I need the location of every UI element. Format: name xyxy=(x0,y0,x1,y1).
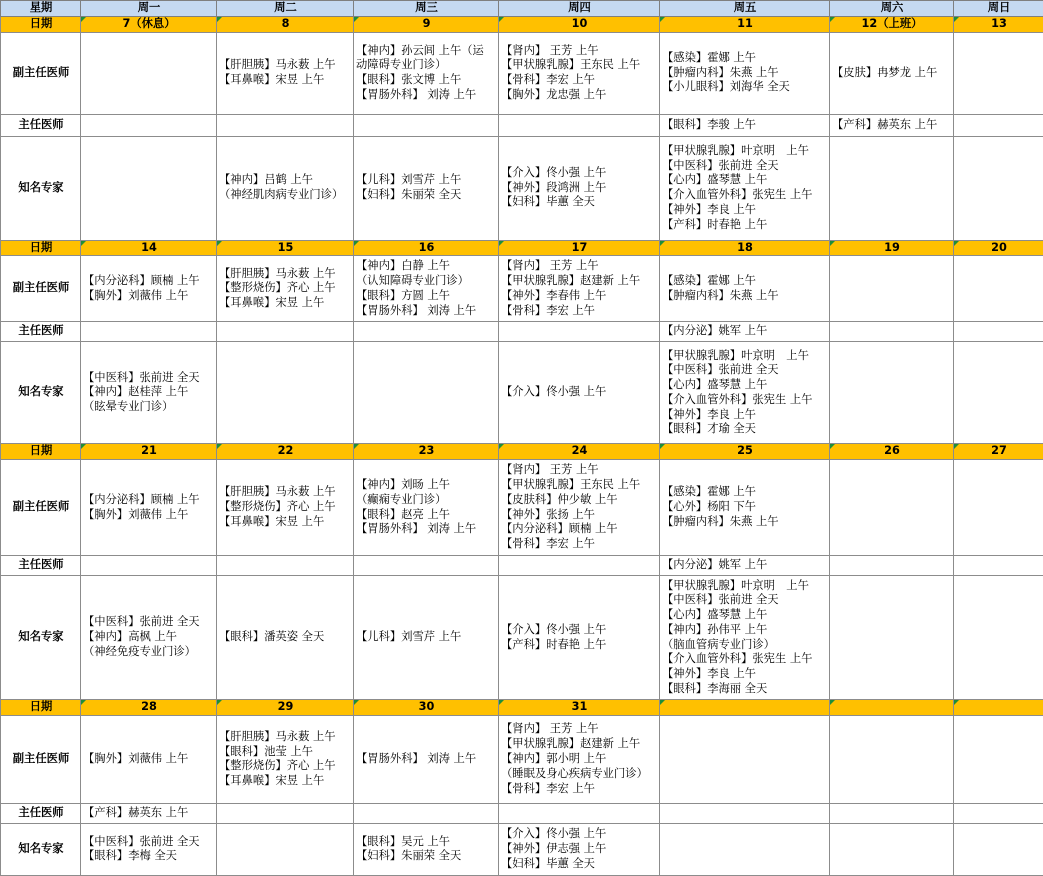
schedule-cell xyxy=(660,32,830,114)
schedule-cell xyxy=(830,342,954,444)
clinic-entry: 【胃肠外科】 刘涛 上午 xyxy=(356,522,497,537)
clinic-entry: （神经肌肉病专业门诊） xyxy=(219,188,352,203)
clinic-entry: 【肝胆胰】马永薮 上午 xyxy=(219,58,352,73)
schedule-cell xyxy=(830,32,954,114)
date-cell: 25 xyxy=(660,444,830,460)
date-cell: 24 xyxy=(499,444,660,460)
clinic-entry: 【神内】孙伟平 上午 xyxy=(662,623,828,638)
clinic-entry: 【感染】霍娜 上午 xyxy=(662,51,828,66)
schedule-cell xyxy=(954,322,1043,342)
weekday-header-row xyxy=(1,1,1043,17)
schedule-cell xyxy=(660,803,830,823)
clinic-entry: 【中医科】张前进 全天 xyxy=(83,835,215,850)
date-cell: 13 xyxy=(954,16,1043,32)
date-row-label: 日期 xyxy=(1,444,81,460)
clinic-entry: 【胸外】刘薇伟 上午 xyxy=(83,752,215,767)
date-cell: 26 xyxy=(830,444,954,460)
clinic-entry: 【骨科】李宏 上午 xyxy=(501,304,658,319)
associate-physician-row xyxy=(1,32,1043,114)
chief-physician-row xyxy=(1,322,1043,342)
date-cell: 12（上班） xyxy=(830,16,954,32)
clinic-entry: （脑血管病专业门诊） xyxy=(662,638,828,653)
clinic-entry: 【心内】盛琴慧 上午 xyxy=(662,378,828,393)
schedule-cell xyxy=(354,322,499,342)
schedule-cell xyxy=(354,823,499,875)
clinic-entry: 【皮肤科】仲少敏 上午 xyxy=(501,493,658,508)
clinic-entry: 【神内】孙云闾 上午（运 xyxy=(356,44,497,59)
schedule-cell xyxy=(217,342,354,444)
schedule-cell xyxy=(954,460,1043,556)
weekday-header-cell: 周五 xyxy=(660,1,830,17)
date-row xyxy=(1,700,1043,716)
chief-physician-row xyxy=(1,803,1043,823)
clinic-entry: 【肝胆胰】马永薮 上午 xyxy=(219,267,352,282)
schedule-cell xyxy=(660,322,830,342)
date-row-label: 日期 xyxy=(1,700,81,716)
clinic-entry: 【介入血管外科】张宪生 上午 xyxy=(662,188,828,203)
clinic-entry: （眩晕专业门诊） xyxy=(83,400,215,415)
clinic-entry: 【小儿眼科】刘海华 全天 xyxy=(662,80,828,95)
clinic-entry: 【胃肠外科】 刘涛 上午 xyxy=(356,88,497,103)
clinic-entry: 【眼科】张文博 上午 xyxy=(356,73,497,88)
date-row xyxy=(1,444,1043,460)
clinic-entry: 【介入】佟小强 上午 xyxy=(501,385,658,400)
schedule-cell xyxy=(354,576,499,700)
clinic-entry: （认知障碍专业门诊） xyxy=(356,274,497,289)
clinic-entry: 【产科】时春艳 上午 xyxy=(662,218,828,233)
schedule-cell xyxy=(830,556,954,576)
associate-row-label: 副主任医师 xyxy=(1,256,81,322)
clinic-entry: 【眼科】李梅 全天 xyxy=(83,849,215,864)
schedule-cell xyxy=(499,460,660,556)
schedule-cell xyxy=(81,556,217,576)
schedule-cell xyxy=(499,136,660,240)
clinic-entry: 【整形烧伤】齐心 上午 xyxy=(219,759,352,774)
schedule-cell xyxy=(217,460,354,556)
schedule-cell xyxy=(830,114,954,136)
clinic-entry: 【内分泌科】顾楠 上午 xyxy=(83,274,215,289)
date-cell: 16 xyxy=(354,240,499,256)
clinic-entry: 【神内】高枫 上午 xyxy=(83,630,215,645)
schedule-cell xyxy=(499,715,660,803)
schedule-cell xyxy=(217,114,354,136)
schedule-cell xyxy=(660,342,830,444)
schedule-cell xyxy=(217,715,354,803)
chief-row-label: 主任医师 xyxy=(1,322,81,342)
schedule-cell xyxy=(354,342,499,444)
schedule-cell xyxy=(954,256,1043,322)
schedule-cell xyxy=(954,136,1043,240)
clinic-entry: 【神外】伊志强 上午 xyxy=(501,842,658,857)
expert-row-label: 知名专家 xyxy=(1,136,81,240)
clinic-entry: 【肝胆胰】马永薮 上午 xyxy=(219,485,352,500)
clinic-entry: 【神内】吕鹤 上午 xyxy=(219,173,352,188)
weekday-corner-label: 星期 xyxy=(1,1,81,17)
schedule-cell xyxy=(217,136,354,240)
schedule-cell xyxy=(217,256,354,322)
schedule-cell xyxy=(954,576,1043,700)
expert-row-label: 知名专家 xyxy=(1,823,81,875)
schedule-cell xyxy=(354,114,499,136)
clinic-entry: 【妇科】朱丽荣 全天 xyxy=(356,849,497,864)
associate-row-label: 副主任医师 xyxy=(1,460,81,556)
clinic-entry: 【儿科】刘雪芹 上午 xyxy=(356,630,497,645)
clinic-entry: 【眼科】李骏 上午 xyxy=(662,118,828,133)
date-cell: 18 xyxy=(660,240,830,256)
date-cell: 23 xyxy=(354,444,499,460)
associate-row-label: 副主任医师 xyxy=(1,32,81,114)
clinic-entry: 【产科】时春艳 上午 xyxy=(501,638,658,653)
date-cell: 11 xyxy=(660,16,830,32)
clinic-entry: 【中医科】张前进 全天 xyxy=(83,615,215,630)
clinic-entry: 【中医科】张前进 全天 xyxy=(662,159,828,174)
schedule-cell xyxy=(354,136,499,240)
clinic-entry: 【神内】赵桂萍 上午 xyxy=(83,385,215,400)
weekday-header-cell: 周六 xyxy=(830,1,954,17)
schedule-cell xyxy=(81,32,217,114)
clinic-entry: 【感染】霍娜 上午 xyxy=(662,274,828,289)
clinic-entry: 【内分泌科】顾楠 上午 xyxy=(83,493,215,508)
schedule-cell xyxy=(954,556,1043,576)
schedule-cell xyxy=(81,576,217,700)
schedule-cell xyxy=(81,803,217,823)
date-cell: 10 xyxy=(499,16,660,32)
schedule-cell xyxy=(81,823,217,875)
schedule-cell xyxy=(81,460,217,556)
date-cell: 21 xyxy=(81,444,217,460)
clinic-entry: 【胃肠外科】 刘涛 上午 xyxy=(356,752,497,767)
renowned-expert-row xyxy=(1,136,1043,240)
clinic-entry: 【整形烧伤】齐心 上午 xyxy=(219,500,352,515)
clinic-entry: 【肿瘤内科】朱燕 上午 xyxy=(662,66,828,81)
clinic-entry: 【介入】佟小强 上午 xyxy=(501,623,658,638)
weekday-header-cell: 周四 xyxy=(499,1,660,17)
clinic-entry: 【耳鼻喉】宋昱 上午 xyxy=(219,296,352,311)
date-cell xyxy=(660,700,830,716)
date-cell: 20 xyxy=(954,240,1043,256)
schedule-cell xyxy=(217,823,354,875)
clinic-entry: 【神内】刘旸 上午 xyxy=(356,478,497,493)
clinic-entry: 【甲状腺乳腺】王东民 上午 xyxy=(501,58,658,73)
schedule-cell xyxy=(954,114,1043,136)
schedule-cell xyxy=(830,576,954,700)
schedule-cell xyxy=(217,32,354,114)
date-cell: 31 xyxy=(499,700,660,716)
clinic-entry: 【眼科】方圆 上午 xyxy=(356,289,497,304)
clinic-entry: 【眼科】吴元 上午 xyxy=(356,835,497,850)
schedule-cell xyxy=(660,114,830,136)
clinic-entry: 【肾内】 王芳 上午 xyxy=(501,44,658,59)
date-row-label: 日期 xyxy=(1,16,81,32)
clinic-entry: 【妇科】朱丽荣 全天 xyxy=(356,188,497,203)
schedule-cell xyxy=(217,803,354,823)
schedule-cell xyxy=(660,715,830,803)
schedule-cell xyxy=(499,32,660,114)
date-cell: 29 xyxy=(217,700,354,716)
associate-physician-row xyxy=(1,715,1043,803)
weekday-header-cell: 周日 xyxy=(954,1,1043,17)
schedule-cell xyxy=(499,322,660,342)
schedule-cell xyxy=(499,576,660,700)
date-cell: 8 xyxy=(217,16,354,32)
date-cell: 7（休息） xyxy=(81,16,217,32)
weekday-header-cell: 周一 xyxy=(81,1,217,17)
schedule-cell xyxy=(660,556,830,576)
clinic-entry: （睡眠及身心疾病专业门诊） xyxy=(501,767,658,782)
chief-row-label: 主任医师 xyxy=(1,556,81,576)
schedule-cell xyxy=(954,32,1043,114)
date-cell: 27 xyxy=(954,444,1043,460)
clinic-entry: 【胸外】刘薇伟 上午 xyxy=(83,508,215,523)
clinic-entry: 【骨科】李宏 上午 xyxy=(501,782,658,797)
clinic-entry: 【眼科】才瑜 全天 xyxy=(662,422,828,437)
clinic-entry: 【眼科】池莹 上午 xyxy=(219,745,352,760)
schedule-cell xyxy=(81,715,217,803)
clinic-entry: 【神外】李春伟 上午 xyxy=(501,289,658,304)
clinic-entry: （癫痫专业门诊） xyxy=(356,493,497,508)
clinic-entry: 【骨科】李宏 上午 xyxy=(501,537,658,552)
clinic-entry: 【皮肤】冉梦龙 上午 xyxy=(832,66,952,81)
clinic-entry: 【神外】张扬 上午 xyxy=(501,508,658,523)
clinic-entry: 【甲状腺乳腺】叶京明 上午 xyxy=(662,579,828,594)
expert-row-label: 知名专家 xyxy=(1,342,81,444)
schedule-cell xyxy=(499,803,660,823)
clinic-entry: 【肝胆胰】马永薮 上午 xyxy=(219,730,352,745)
renowned-expert-row xyxy=(1,823,1043,875)
clinic-entry: 【甲状腺乳腺】赵建新 上午 xyxy=(501,737,658,752)
clinic-entry: 动障碍专业门诊） xyxy=(356,58,497,73)
clinic-entry: 【胸外】龙忠强 上午 xyxy=(501,88,658,103)
clinic-entry: 【妇科】毕蕙 全天 xyxy=(501,195,658,210)
schedule-cell xyxy=(830,322,954,342)
date-cell xyxy=(830,700,954,716)
clinic-entry: 【心内】盛琴慧 上午 xyxy=(662,173,828,188)
clinic-entry: 【介入】佟小强 上午 xyxy=(501,827,658,842)
schedule-cell xyxy=(954,715,1043,803)
clinic-entry: 【骨科】李宏 上午 xyxy=(501,73,658,88)
schedule-cell xyxy=(217,556,354,576)
schedule-cell xyxy=(354,256,499,322)
expert-row-label: 知名专家 xyxy=(1,576,81,700)
clinic-entry: 【耳鼻喉】宋昱 上午 xyxy=(219,73,352,88)
schedule-cell xyxy=(660,256,830,322)
clinic-entry: 【儿科】刘雪芹 上午 xyxy=(356,173,497,188)
clinic-entry: 【内分泌科】顾楠 上午 xyxy=(501,522,658,537)
date-cell: 28 xyxy=(81,700,217,716)
schedule-cell xyxy=(830,715,954,803)
clinic-entry: 【肾内】 王芳 上午 xyxy=(501,463,658,478)
clinic-entry: 【心内】盛琴慧 上午 xyxy=(662,608,828,623)
clinic-entry: 【神内】白静 上午 xyxy=(356,259,497,274)
schedule-cell xyxy=(81,342,217,444)
date-row xyxy=(1,240,1043,256)
clinic-entry: 【心外】杨阳 下午 xyxy=(662,500,828,515)
clinic-entry: 【神外】段鸿洲 上午 xyxy=(501,181,658,196)
schedule-cell xyxy=(660,136,830,240)
clinic-entry: 【内分泌】姚军 上午 xyxy=(662,558,828,573)
clinic-entry: 【耳鼻喉】宋昱 上午 xyxy=(219,515,352,530)
schedule-cell xyxy=(217,322,354,342)
schedule-cell xyxy=(499,114,660,136)
clinic-entry: 【神内】郭小明 上午 xyxy=(501,752,658,767)
clinic-entry: 【肾内】 王芳 上午 xyxy=(501,259,658,274)
schedule-cell xyxy=(954,342,1043,444)
clinic-entry: 【妇科】毕蕙 全天 xyxy=(501,857,658,872)
clinic-entry: 【中医科】张前进 全天 xyxy=(662,363,828,378)
clinic-entry: 【介入】佟小强 上午 xyxy=(501,166,658,181)
renowned-expert-row xyxy=(1,342,1043,444)
clinic-entry: 【耳鼻喉】宋昱 上午 xyxy=(219,774,352,789)
schedule-cell xyxy=(81,114,217,136)
date-cell: 14 xyxy=(81,240,217,256)
clinic-entry: 【产科】赫英东 上午 xyxy=(832,118,952,133)
schedule-cell xyxy=(830,256,954,322)
schedule-cell xyxy=(81,322,217,342)
schedule-cell xyxy=(830,823,954,875)
date-cell: 9 xyxy=(354,16,499,32)
schedule-cell xyxy=(499,556,660,576)
clinic-entry: 【产科】赫英东 上午 xyxy=(83,806,215,821)
date-cell: 19 xyxy=(830,240,954,256)
clinic-entry: 【胸外】刘薇伟 上午 xyxy=(83,289,215,304)
weekday-header-cell: 周三 xyxy=(354,1,499,17)
schedule-cell xyxy=(830,460,954,556)
associate-row-label: 副主任医师 xyxy=(1,715,81,803)
schedule-cell xyxy=(499,823,660,875)
schedule-cell xyxy=(354,715,499,803)
clinic-entry: 【神外】李良 上午 xyxy=(662,203,828,218)
clinic-entry: 【感染】霍娜 上午 xyxy=(662,485,828,500)
clinic-entry: 【肿瘤内科】朱燕 上午 xyxy=(662,515,828,530)
schedule-cell xyxy=(660,823,830,875)
schedule-cell xyxy=(354,460,499,556)
clinic-entry: 【甲状腺乳腺】叶京明 上午 xyxy=(662,144,828,159)
schedule-cell xyxy=(954,823,1043,875)
schedule-cell xyxy=(830,136,954,240)
clinic-entry: 【肿瘤内科】朱燕 上午 xyxy=(662,289,828,304)
clinic-entry: 【神外】李良 上午 xyxy=(662,667,828,682)
schedule-cell xyxy=(499,342,660,444)
clinic-entry: 【神外】李良 上午 xyxy=(662,408,828,423)
clinic-entry: 【整形烧伤】齐心 上午 xyxy=(219,281,352,296)
clinic-entry: 【甲状腺乳腺】叶京明 上午 xyxy=(662,349,828,364)
clinic-entry: 【眼科】赵亮 上午 xyxy=(356,508,497,523)
clinic-entry: 【眼科】潘英姿 全天 xyxy=(219,630,352,645)
clinic-entry: 【甲状腺乳腺】赵建新 上午 xyxy=(501,274,658,289)
clinic-entry: 【介入血管外科】张宪生 上午 xyxy=(662,393,828,408)
schedule-cell xyxy=(954,803,1043,823)
clinic-entry: 【介入血管外科】张宪生 上午 xyxy=(662,652,828,667)
date-cell: 15 xyxy=(217,240,354,256)
date-cell xyxy=(954,700,1043,716)
clinic-entry: 【内分泌】姚军 上午 xyxy=(662,324,828,339)
clinic-entry: 【中医科】张前进 全天 xyxy=(662,593,828,608)
date-row xyxy=(1,16,1043,32)
date-cell: 30 xyxy=(354,700,499,716)
weekday-header-cell: 周二 xyxy=(217,1,354,17)
schedule-cell xyxy=(81,136,217,240)
chief-row-label: 主任医师 xyxy=(1,114,81,136)
associate-physician-row xyxy=(1,256,1043,322)
clinic-entry: 【眼科】李海丽 全天 xyxy=(662,682,828,697)
schedule-cell xyxy=(354,803,499,823)
schedule-cell xyxy=(499,256,660,322)
schedule-cell xyxy=(660,460,830,556)
clinic-entry: （神经免疫专业门诊） xyxy=(83,645,215,660)
date-row-label: 日期 xyxy=(1,240,81,256)
clinic-entry: 【肾内】 王芳 上午 xyxy=(501,722,658,737)
clinic-entry: 【胃肠外科】 刘涛 上午 xyxy=(356,304,497,319)
schedule-cell xyxy=(830,803,954,823)
schedule-cell xyxy=(217,576,354,700)
clinic-entry: 【中医科】张前进 全天 xyxy=(83,371,215,386)
schedule-cell xyxy=(354,32,499,114)
date-cell: 22 xyxy=(217,444,354,460)
chief-physician-row xyxy=(1,556,1043,576)
schedule-cell xyxy=(660,576,830,700)
schedule-cell xyxy=(81,256,217,322)
chief-row-label: 主任医师 xyxy=(1,803,81,823)
clinic-entry: 【甲状腺乳腺】王东民 上午 xyxy=(501,478,658,493)
date-cell: 17 xyxy=(499,240,660,256)
renowned-expert-row xyxy=(1,576,1043,700)
schedule-cell xyxy=(354,556,499,576)
associate-physician-row xyxy=(1,460,1043,556)
chief-physician-row xyxy=(1,114,1043,136)
